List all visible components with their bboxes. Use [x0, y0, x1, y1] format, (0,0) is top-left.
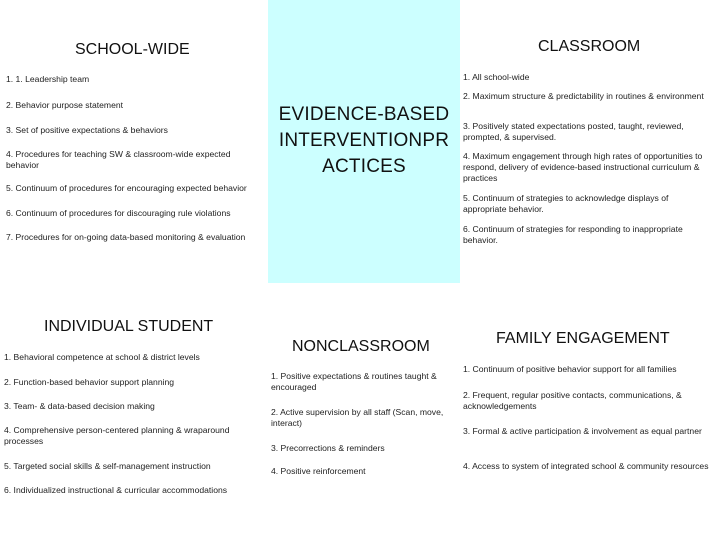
individual-student-item: 5. Targeted social skills & self-management instruction — [4, 461, 211, 471]
center-title-line: ACTICES — [322, 156, 406, 177]
nonclassroom-heading: NONCLASSROOM — [292, 338, 430, 355]
classroom-item: 3. Positively stated expectations posted, taught, reviewed, prompted, & supervised. — [463, 121, 684, 142]
center-title-line: INTERVENTIONPR — [278, 130, 450, 151]
family-engagement-item: 3. Formal & active participation & involvement as equal partner — [463, 426, 702, 436]
nonclassroom-item: 3. Precorrections & reminders — [271, 443, 385, 453]
school-wide-item: 7. Procedures for on-going data-based monitoring & evaluation — [6, 232, 246, 242]
individual-student-item: 6. Individualized instructional & curricular accommodations — [4, 485, 228, 495]
classroom-item: 1. All school-wide — [463, 72, 530, 82]
classroom-heading: CLASSROOM — [538, 38, 641, 55]
school-wide-item: 5. Continuum of procedures for encouraging expected behavior — [6, 183, 247, 193]
nonclassroom-item: 1. Positive expectations & routines taught & encouraged — [271, 371, 437, 392]
school-wide-item: 4. Procedures for teaching SW & classroom-wide expected behavior — [6, 149, 231, 170]
classroom-item: 5. Continuum of strategies to acknowledge displays of appropriate behavior. — [463, 193, 669, 214]
classroom-item: 6. Continuum of strategies for responding to inappropriate behavior. — [463, 224, 683, 245]
individual-student-heading: INDIVIDUAL STUDENT — [44, 318, 214, 335]
classroom-item: 2. Maximum structure & predictability in routines & environment — [463, 91, 704, 101]
school-wide-item: 1. 1. Leadership team — [6, 74, 90, 84]
school-wide-heading: SCHOOL-WIDE — [75, 41, 190, 58]
center-title — [268, 102, 460, 180]
school-wide-item: 3. Set of positive expectations & behaviors — [6, 125, 168, 135]
classroom-item: 4. Maximum engagement through high rates of opportunities to respond, delivery of evidence-based instructional curriculum & practices — [463, 151, 703, 183]
individual-student-item: 1. Behavioral competence at school & district levels — [4, 352, 200, 362]
school-wide-item: 2. Behavior purpose statement — [6, 100, 124, 110]
individual-student-item: 2. Function-based behavior support planning — [4, 377, 175, 387]
family-engagement-heading: FAMILY ENGAGEMENT — [496, 330, 670, 347]
center-title-line: EVIDENCE-BASED — [278, 104, 450, 125]
individual-student-item: 4. Comprehensive person-centered planning & wraparound processes — [4, 425, 230, 446]
nonclassroom-item: 2. Active supervision by all staff (Scan, move, interact) — [271, 407, 444, 428]
family-engagement-item: 2. Frequent, regular positive contacts, communications, & acknowledgements — [463, 390, 682, 411]
family-engagement-item: 1. Continuum of positive behavior support for all families — [463, 364, 677, 374]
nonclassroom-item: 4. Positive reinforcement — [271, 466, 366, 476]
family-engagement-item: 4. Access to system of integrated school & community resources — [463, 461, 709, 471]
individual-student-item: 3. Team- & data-based decision making — [4, 401, 155, 411]
school-wide-item: 6. Continuum of procedures for discouraging rule violations — [6, 208, 231, 218]
